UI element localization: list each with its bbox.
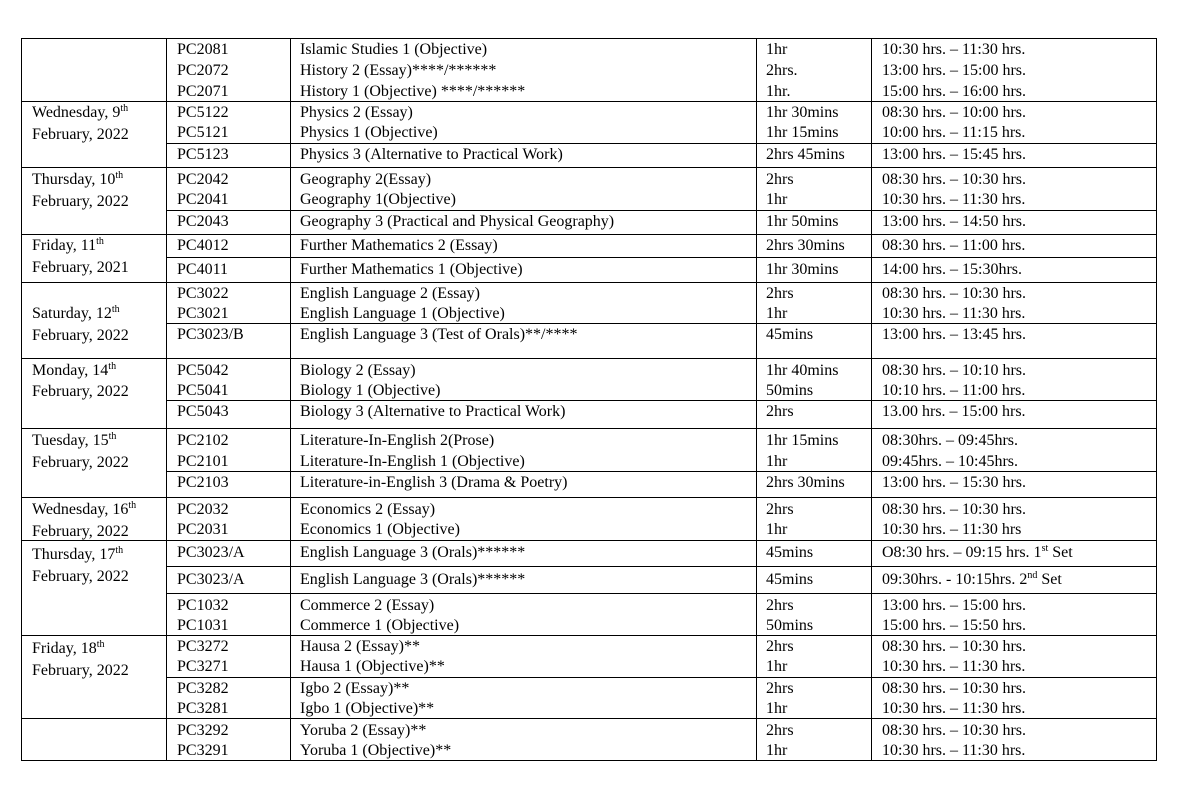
duration: 1hr 15mins [766, 124, 839, 141]
subject-title: Economics 1 (Objective) [300, 521, 460, 538]
subject-title: Physics 1 (Objective) [300, 124, 438, 141]
subject-title: Igbo 2 (Essay)** [300, 680, 410, 697]
subject-title: English Language 3 (Orals)****** [300, 544, 526, 561]
duration: 45mins [766, 544, 814, 561]
time-range: O8:30 hrs. – 09:15 hrs. 1 [882, 544, 1042, 561]
subject-code: PC2032 [177, 501, 229, 518]
subject-title: Geography 2(Essay) [300, 171, 432, 188]
subject-title: Biology 1 (Objective) [300, 382, 441, 399]
subject-title: Islamic Studies 1 (Objective) [300, 41, 488, 58]
day-label [32, 639, 105, 660]
time-range: 08:30 hrs. – 10:30 hrs. [882, 638, 1026, 655]
subject-title: History 1 (Objective) ****/****** [300, 83, 526, 100]
time-slot [882, 123, 1025, 144]
time-slot [882, 284, 1026, 305]
time-slot [882, 679, 1026, 700]
duration: 2hrs [766, 597, 794, 614]
time-slot [882, 741, 1025, 762]
time-slot [882, 82, 1026, 103]
time-slot [882, 543, 1073, 564]
row-divider [166, 593, 1156, 594]
duration: 1hr 50mins [766, 213, 839, 230]
subject-code: PC1031 [177, 617, 229, 634]
day-month-year: February, 2022 [32, 327, 129, 344]
duration: 45mins [766, 571, 814, 588]
duration: 1hr 40mins [766, 362, 839, 379]
day-ordinal-suffix: th [115, 545, 124, 556]
subject-code: PC5041 [177, 382, 229, 399]
row-divider [22, 358, 1156, 359]
subject-title: Hausa 2 (Essay)** [300, 638, 420, 655]
time-range: 08:30 hrs. – 10:30 hrs. [882, 171, 1026, 188]
time-ordinal-suffix: st [1041, 543, 1049, 554]
subject-code: PC3292 [177, 722, 229, 739]
exam-timetable [21, 38, 1157, 761]
subject-title: Literature-in-English 3 (Drama & Poetry) [300, 474, 568, 491]
time-slot [882, 304, 1025, 325]
time-range: 15:00 hrs. – 16:00 hrs. [882, 83, 1026, 100]
subject-code: PC1032 [177, 597, 229, 614]
time-range: 13:00 hrs. – 14:50 hrs. [882, 213, 1026, 230]
subject-code: PC5122 [177, 104, 229, 121]
row-divider [22, 497, 1156, 498]
duration: 50mins [766, 617, 814, 634]
day-label [32, 304, 120, 325]
time-range: 10:30 hrs. – 11:30 hrs. [882, 305, 1026, 322]
time-slot [882, 637, 1026, 658]
subject-title: Geography 3 (Practical and Physical Geography) [300, 213, 615, 230]
subject-title: Economics 2 (Essay) [300, 501, 436, 518]
time-set-label: Set [1037, 571, 1062, 588]
time-range: 10:30 hrs. – 11:30 hrs. [882, 41, 1026, 58]
day-label [32, 500, 136, 521]
day-weekday: Thursday, 10 [32, 171, 116, 188]
time-slot [882, 500, 1026, 521]
duration: 1hr [766, 41, 788, 58]
time-slot [882, 361, 1026, 382]
time-slot [882, 170, 1026, 191]
time-range: 08:30hrs. – 09:45hrs. [882, 432, 1018, 449]
time-slot [882, 570, 1062, 591]
subject-code: PC2102 [177, 432, 229, 449]
day-ordinal-suffix: th [96, 639, 105, 650]
duration: 45mins [766, 326, 814, 343]
day-month-year: February, 2022 [32, 126, 129, 143]
subject-title: Literature-In-English 1 (Objective) [300, 453, 525, 470]
subject-title: English Language 3 (Orals)****** [300, 571, 526, 588]
duration: 2hrs [766, 501, 794, 518]
subject-code: PC4012 [177, 237, 229, 254]
time-slot [882, 145, 1026, 166]
duration: 1hr 30mins [766, 104, 839, 121]
day-weekday: Friday, 11 [32, 237, 97, 254]
subject-code: PC2081 [177, 41, 229, 58]
subject-title: Literature-In-English 2(Prose) [300, 432, 495, 449]
time-slot [882, 657, 1025, 678]
subject-code: PC3281 [177, 700, 229, 717]
time-range: 10:30 hrs. – 11:30 hrs. [882, 191, 1026, 208]
duration: 1hr [766, 305, 788, 322]
subject-code: PC3023/B [177, 326, 244, 343]
subject-code: PC3271 [177, 658, 229, 675]
time-slot [882, 473, 1026, 494]
subject-title: Hausa 1 (Objective)** [300, 658, 445, 675]
subject-title: Yoruba 1 (Objective)** [300, 742, 452, 759]
subject-title: Physics 3 (Alternative to Practical Work) [300, 146, 563, 163]
duration: 2hrs 30mins [766, 237, 845, 254]
day-ordinal-suffix: th [111, 304, 120, 315]
day-ordinal-suffix: th [128, 500, 137, 511]
time-slot [882, 212, 1026, 233]
row-divider [166, 566, 1156, 567]
day-weekday: Wednesday, 9 [32, 104, 121, 121]
subject-code: PC3022 [177, 285, 229, 302]
subject-code: PC2072 [177, 62, 229, 79]
day-weekday: Wednesday, 16 [32, 501, 129, 518]
time-range: 10:30 hrs. – 11:30 hrs. [882, 742, 1026, 759]
subject-title: Physics 2 (Essay) [300, 104, 413, 121]
time-range: 08:30 hrs. – 10:30 hrs. [882, 285, 1026, 302]
subject-code: PC2031 [177, 521, 229, 538]
subject-title: History 2 (Essay)****/****** [300, 62, 497, 79]
time-range: 13:00 hrs. – 15:00 hrs. [882, 62, 1026, 79]
day-label [32, 103, 128, 124]
subject-code: PC5043 [177, 403, 229, 420]
duration: 2hrs. [766, 62, 798, 79]
subject-code: PC3272 [177, 638, 229, 655]
subject-code: PC4011 [177, 261, 228, 278]
duration: 2hrs [766, 638, 794, 655]
subject-code: PC3291 [177, 742, 229, 759]
time-slot [882, 616, 1026, 637]
day-label [32, 236, 104, 257]
duration: 1hr [766, 453, 788, 470]
day-ordinal-suffix: th [108, 361, 117, 372]
time-ordinal-suffix: nd [1027, 570, 1038, 581]
day-weekday: Monday, 14 [32, 362, 109, 379]
subject-title: Further Mathematics 2 (Essay) [300, 237, 498, 254]
subject-title: Yoruba 2 (Essay)** [300, 722, 427, 739]
day-weekday: Tuesday, 15 [32, 432, 109, 449]
subject-code: PC3021 [177, 305, 229, 322]
day-month-year: February, 2021 [32, 259, 129, 276]
duration: 1hr 15mins [766, 432, 839, 449]
duration: 1hr [766, 700, 788, 717]
time-range: 08:30 hrs. – 10:30 hrs. [882, 680, 1026, 697]
time-range: 10:10 hrs. – 11:00 hrs. [882, 382, 1026, 399]
duration: 2hrs [766, 680, 794, 697]
time-range: 08:30 hrs. – 10:30 hrs. [882, 722, 1026, 739]
day-label [32, 545, 123, 566]
time-range: 09:30hrs. - 10:15hrs. 2 [882, 571, 1028, 588]
day-ordinal-suffix: th [108, 431, 117, 442]
duration: 1hr. [766, 83, 791, 100]
subject-title: Igbo 1 (Objective)** [300, 700, 435, 717]
subject-code: PC3023/A [177, 544, 245, 561]
time-slot [882, 103, 1026, 124]
subject-title: English Language 1 (Objective) [300, 305, 505, 322]
time-slot [882, 381, 1025, 402]
time-range: 08:30 hrs. – 10:10 hrs. [882, 362, 1026, 379]
time-range: 13:00 hrs. – 15:45 hrs. [882, 146, 1026, 163]
row-divider [22, 282, 1156, 283]
day-label [32, 431, 116, 452]
subject-code: PC5042 [177, 362, 229, 379]
duration: 1hr 30mins [766, 261, 839, 278]
time-range: 09:45hrs. – 10:45hrs. [882, 453, 1018, 470]
time-slot [882, 596, 1026, 617]
subject-title: Biology 2 (Essay) [300, 362, 416, 379]
subject-code: PC3023/A [177, 571, 245, 588]
time-range: 08:30 hrs. – 11:00 hrs. [882, 237, 1026, 254]
time-range: 14:00 hrs. – 15:30hrs. [882, 261, 1022, 278]
time-slot [882, 325, 1026, 346]
time-slot [882, 236, 1025, 257]
duration: 2hrs [766, 285, 794, 302]
day-month-year: February, 2022 [32, 193, 129, 210]
time-slot [882, 40, 1025, 61]
time-slot [882, 721, 1026, 742]
day-weekday: Thursday, 17 [32, 546, 116, 563]
time-range: 13:00 hrs. – 13:45 hrs. [882, 326, 1026, 343]
time-range: 13:00 hrs. – 15:00 hrs. [882, 597, 1026, 614]
day-month-year: February, 2022 [32, 568, 129, 585]
time-set-label: Set [1048, 544, 1073, 561]
time-range: 10:30 hrs. – 11:30 hrs [882, 521, 1022, 538]
time-range: 10:30 hrs. – 11:30 hrs. [882, 700, 1026, 717]
day-ordinal-suffix: th [115, 170, 124, 181]
time-range: 13.00 hrs. – 15:00 hrs. [882, 403, 1026, 420]
time-slot [882, 520, 1021, 541]
duration: 2hrs [766, 722, 794, 739]
time-range: 08:30 hrs. – 10:30 hrs. [882, 501, 1026, 518]
row-divider [22, 167, 1156, 168]
time-slot [882, 190, 1025, 211]
time-slot [882, 431, 1018, 452]
subject-title: Further Mathematics 1 (Objective) [300, 261, 523, 278]
subject-code: PC2043 [177, 213, 229, 230]
subject-code: PC2103 [177, 474, 229, 491]
time-slot [882, 402, 1026, 423]
duration: 1hr [766, 191, 788, 208]
row-divider [22, 428, 1156, 429]
day-ordinal-suffix: th [120, 103, 129, 114]
duration: 50mins [766, 382, 814, 399]
row-divider [22, 234, 1156, 235]
duration: 2hrs [766, 171, 794, 188]
subject-title: Biology 3 (Alternative to Practical Work) [300, 403, 566, 420]
subject-code: PC2041 [177, 191, 229, 208]
duration: 1hr [766, 742, 788, 759]
duration: 1hr [766, 521, 788, 538]
subject-code: PC5121 [177, 124, 229, 141]
duration: 2hrs 30mins [766, 474, 845, 491]
time-slot [882, 699, 1025, 720]
day-weekday: Friday, 18 [32, 640, 97, 657]
duration: 2hrs 45mins [766, 146, 845, 163]
day-weekday: Saturday, 12 [32, 305, 112, 322]
day-label [32, 361, 116, 382]
day-month-year: February, 2022 [32, 383, 129, 400]
row-divider [166, 257, 1156, 258]
day-month-year: February, 2022 [32, 662, 129, 679]
duration: 2hrs [766, 403, 794, 420]
subject-title: English Language 2 (Essay) [300, 285, 480, 302]
time-slot [882, 61, 1026, 82]
day-month-year: February, 2022 [32, 454, 129, 471]
subject-code: PC5123 [177, 146, 229, 163]
time-slot [882, 452, 1018, 473]
subject-code: PC2101 [177, 453, 229, 470]
subject-code: PC2071 [177, 83, 229, 100]
subject-title: English Language 3 (Test of Orals)**/**** [300, 326, 578, 343]
duration: 1hr [766, 658, 788, 675]
time-range: 13:00 hrs. – 15:30 hrs. [882, 474, 1026, 491]
time-range: 10:00 hrs. – 11:15 hrs. [882, 124, 1026, 141]
subject-title: Commerce 1 (Objective) [300, 617, 460, 634]
day-ordinal-suffix: th [96, 236, 104, 247]
day-label [32, 170, 123, 191]
time-range: 10:30 hrs. – 11:30 hrs. [882, 658, 1026, 675]
subject-title: Geography 1(Objective) [300, 191, 456, 208]
time-range: 08:30 hrs. – 10:00 hrs. [882, 104, 1026, 121]
time-range: 15:00 hrs. – 15:50 hrs. [882, 617, 1026, 634]
day-month-year: February, 2022 [32, 523, 129, 540]
subject-code: PC2042 [177, 171, 229, 188]
subject-code: PC3282 [177, 680, 229, 697]
subject-title: Commerce 2 (Essay) [300, 597, 435, 614]
time-slot [882, 260, 1022, 281]
